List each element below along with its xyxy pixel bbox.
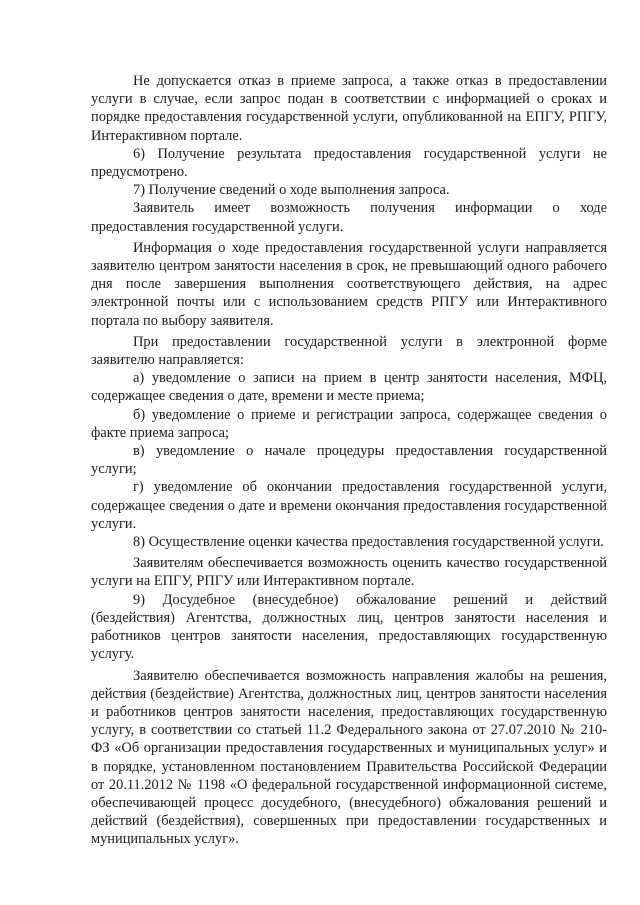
paragraph-quality-assessment: Заявителям обеспечивается возможность оценить качество государственной услуги на ЕПГУ, РПГУ или Интерактивном портале. (91, 555, 607, 590)
paragraph-applicant-info: Заявитель имеет возможность получения информации о ходе предоставления государственной услуги. (91, 200, 607, 235)
paragraph-electronic-notifications: При предоставлении государственной услуги в электронной форме заявителю направляется: (91, 333, 607, 369)
paragraph-item-6: 6) Получение результата предоставления государственной услуги не предусмотрено. (91, 145, 607, 181)
paragraph-item-9: 9) Досудебное (внесудебное) обжалование решений и действий (бездействия) Агентства, должностных лиц, центров занятости населения и работников центров занятости населения, предоставляющих государственную услугу. (91, 591, 607, 663)
paragraph-complaint: Заявителю обеспечивается возможность направления жалобы на решения, действия (бездействие) Агентства, должностных лиц, центров занятости населения и работников центров занятости населения, предоставляющих государственную услугу, в соответствии со статьей 11.2 Федерального закона от 27.07.2010 № 210-ФЗ «Об организации предоставления государственных и муниципальных услуг» и в порядке, установленном постановлением Правительства Российской Федерации от 20.11.2012 № 1198 «О федеральной государственной информационной системе, обеспечивающей процесс досудебного, (внесудебного) обжалования решений и действий (бездействия), совершенных при предоставлении государственных и муниципальных услуг». (91, 667, 607, 848)
document-body (91, 72, 607, 849)
list-item-v: в) уведомление о начале процедуры предоставления государственной услуги; (91, 443, 607, 478)
list-item-g: г) уведомление об окончании предоставления государственной услуги, содержащее сведения о дате и времени окончания предоставления государственной услуги. (91, 479, 607, 532)
list-item-b: б) уведомление о приеме и регистрации запроса, содержащее сведения о факте приема запроса; (91, 406, 607, 441)
paragraph-refusal-prohibited: Не допускается отказ в приеме запроса, а также отказ в предоставлении услуги в случае, если запрос подан в соответствии с информацией о сроках и порядке предоставления государственной услуги, опубликованной на ЕПГУ, РПГУ, Интерактивном портале. (91, 73, 607, 144)
list-item-a: а) уведомление о записи на прием в центр занятости населения, МФЦ, содержащее сведения о дате, времени и месте приема; (91, 370, 607, 405)
paragraph-item-7: 7) Получение сведений о ходе выполнения запроса. (133, 182, 450, 199)
paragraph-progress-info: Информация о ходе предоставления государственной услуги направляется заявителю центром занятости населения в срок, не превышающий одного рабочего дня после завершения выполнения соответствующего действия, на адрес электронной почты или с использованием средств РПГУ или Интерактивного портала по выбору заявителя. (91, 239, 607, 329)
paragraph-item-8: 8) Осуществление оценки качества предоставления государственной услуги. (133, 534, 604, 551)
